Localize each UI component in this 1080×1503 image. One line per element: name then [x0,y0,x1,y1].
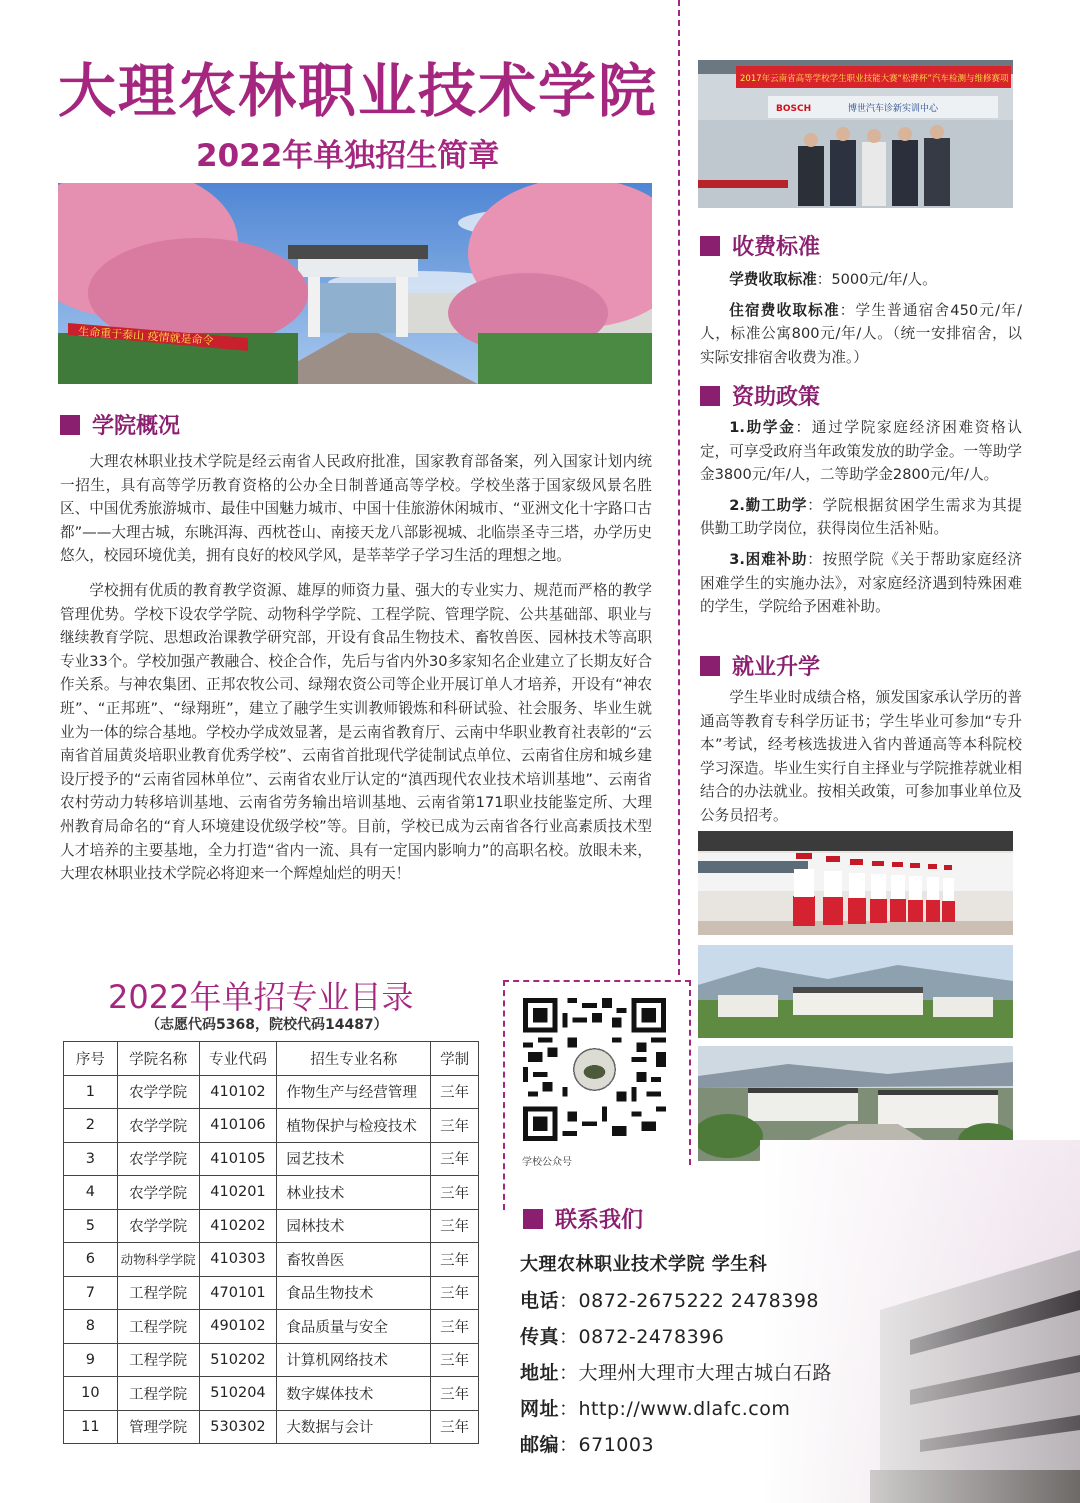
rail-staff-photo [698,831,1013,935]
col-header-index: 序号 [64,1042,118,1076]
section-marker-icon [60,415,80,435]
column-divider [678,0,680,975]
cell-major: 植物保护与检疫技术 [277,1109,431,1143]
aid-item1-label: 1.助学金 [729,419,796,436]
qr-code-icon[interactable] [523,998,666,1141]
cell-duration: 三年 [431,1377,479,1411]
career-heading-text: 就业升学 [732,655,821,680]
contact-heading [523,1203,643,1234]
cell-index: 2 [64,1109,118,1143]
cell-duration: 三年 [431,1410,479,1444]
tuition-value: ：5000元/年/人。 [816,271,937,288]
cell-code: 410303 [199,1243,277,1277]
career-paragraph: 学生毕业时成绩合格，颁发国家承认学历的普通高等教育专科学历证书；学生毕业可参加“专升本”考试，经考核选拔进入省内普通高等本科院校学习深造。毕业生实行自主择业与学院推荐就业相结合的办法就业。按相关政策，可参加事业单位及公务员招考。 [700,689,1022,824]
contact-zip: 邮编：671003 [520,1434,655,1456]
cell-index: 4 [64,1176,118,1210]
table-row [64,1310,479,1344]
overview-text [60,450,652,886]
aid-text [700,416,1022,619]
fees-heading [700,230,820,261]
fees-text [700,268,1022,369]
cell-duration: 三年 [431,1209,479,1243]
cell-index: 5 [64,1209,118,1243]
cell-duration: 三年 [431,1109,479,1143]
cell-major: 林业技术 [277,1176,431,1210]
cell-major: 食品生物技术 [277,1276,431,1310]
cell-index: 3 [64,1142,118,1176]
cell-code: 410202 [199,1209,277,1243]
table-row [64,1276,479,1310]
contact-phone: 电话：0872-2675222 2478398 [520,1290,820,1312]
section-marker-icon [523,1209,543,1229]
cell-duration: 三年 [431,1276,479,1310]
cell-code: 410102 [199,1075,277,1109]
contact-website[interactable]: 网址：http://www.dlafc.com [520,1398,791,1420]
housing-value: ：学生普通宿舍450元/年/人，标准公寓800元/年/人。（统一安排宿舍，以实际安排宿舍收费为准。） [700,301,1022,366]
catalog-subtitle: （志愿代码5368，院校代码14487） [146,1017,388,1033]
aid-item2-label: 2.勤工助学 [729,496,808,514]
col-header-school: 学院名称 [117,1042,199,1076]
cell-code: 530302 [199,1410,277,1444]
training-sign-text: 博世汽车诊新实训中心 [848,104,939,114]
table-row [64,1343,479,1377]
cell-index: 9 [64,1343,118,1377]
cell-duration: 三年 [431,1310,479,1344]
overview-paragraph-2: 学校拥有优质的教育教学资源、雄厚的师资力量、强大的专业实力、规范而严格的教学管理优势。学校下设农学学院、动物科学学院、工程学院、管理学院、公共基础部、职业与继续教育学院、思想政治课教学研究部，开设有食品生物技术、畜牧兽医、园林技术等高职专业33个。学校加强产教融合、校企合作，先后与省内外30多家知名企业建立了长期友好合作关系。与神农集团、正邦农牧公司、绿翔农资公司等企业开展订单人才培养，开设有“神农班”、“正邦班”、“绿翔班”，建立了融学生实训教师锻炼和科研试验、社会服务、毕业生就业为一体的综合基地。学校办学成效显著，是云南省教育厅、云南中华职业教育社表彰的“云南省首届黄炎培职业教育优秀学校”、云南省首批现代学徒制试点单位、云南省住房和城乡建设厅授予的“云南省园林单位”、云南省农业厅认定的“滇西现代农业技术培训基地”、云南省农村劳动力转移培训基地、云南省劳务输出培训基地、云南省第171职业技能鉴定所、大理州教育局命名的“育人环境建设优级学校”等。目前，学校已成为云南省各行业高素质技术型人才培养的主要基地，全力打造“省内一流、具有一定国内影响力”的高职名校。放眼未来，大理农林职业技术学院必将迎来一个辉煌灿烂的明天！ [60,581,652,883]
table-row [64,1176,479,1210]
cell-major: 计算机网络技术 [277,1343,431,1377]
cell-school: 农学学院 [117,1176,199,1210]
table-row [64,1410,479,1444]
table-row [64,1075,479,1109]
cell-school: 工程学院 [117,1276,199,1310]
cell-duration: 三年 [431,1075,479,1109]
major-catalog-table [63,1041,479,1444]
aid-item3-text: ：按照学院《关于帮助家庭经济困难学生的实施办法》，对家庭经济遇到特殊困难的学生，学院给予困难补助。 [700,550,1022,616]
qr-label: 学校公众号 [522,1157,572,1168]
cell-code: 410106 [199,1109,277,1143]
page-title: 大理农林职业技术学院 [58,57,659,125]
table-row [64,1109,479,1143]
aid-heading-text: 资助政策 [732,385,821,410]
cell-major: 畜牧兽医 [277,1243,431,1277]
tuition-label: 学费收取标准 [729,271,817,288]
catalog-title: 2022年单招专业目录 [108,978,414,1016]
cell-school: 农学学院 [117,1142,199,1176]
aid-item2-text: ：学院根据贫困学生需求为其提供勤工助学岗位，获得岗位生活补贴。 [700,496,1022,538]
aid-item3-label: 3.困难补助 [729,550,808,568]
col-header-duration: 学制 [431,1042,479,1076]
section-marker-icon [700,386,720,406]
section-marker-icon [700,236,720,256]
col-header-major: 招生专业名称 [277,1042,431,1076]
contact-heading-text: 联系我们 [555,1208,644,1233]
cell-school: 农学学院 [117,1209,199,1243]
campus-buildings-photo [698,945,1013,1038]
overview-heading [60,409,180,440]
cell-duration: 三年 [431,1243,479,1277]
cell-school: 工程学院 [117,1343,199,1377]
cell-index: 6 [64,1243,118,1277]
cell-major: 园林技术 [277,1209,431,1243]
training-banner-text: 2017年云南省高等学校学生职业技能大赛“松骅杯”汽车检测与维修赛项 [740,74,1009,84]
cell-code: 510202 [199,1343,277,1377]
cell-code: 410201 [199,1176,277,1210]
table-row [64,1209,479,1243]
cell-major: 数字媒体技术 [277,1377,431,1411]
contact-address: 地址：大理州大理市大理古城白石路 [520,1362,833,1384]
cell-school: 农学学院 [117,1075,199,1109]
aid-heading [700,380,820,411]
career-text [700,686,1022,828]
contact-org: 大理农林职业技术学院 学生科 [520,1254,768,1275]
page-subtitle: 2022年单独招生简章 [196,138,500,174]
cell-school: 农学学院 [117,1109,199,1143]
contact-background-photo [760,1140,1080,1503]
cell-index: 8 [64,1310,118,1344]
cell-major: 食品质量与安全 [277,1310,431,1344]
table-row [64,1243,479,1277]
cell-duration: 三年 [431,1176,479,1210]
section-marker-icon [700,656,720,676]
qr-frame-left [503,980,505,1210]
aid-item1-text: ：通过学院家庭经济困难资格认定，可享受政府当年政策发放的助学金。一等助学金3800元/年/人，二等助学金2800元/年/人。 [700,419,1022,484]
cell-index: 1 [64,1075,118,1109]
cell-major: 园艺技术 [277,1142,431,1176]
gate-banner-text: 生命重于泰山 疫情就是命令 [77,325,214,348]
cell-school: 工程学院 [117,1377,199,1411]
cell-code: 470101 [199,1276,277,1310]
contact-fax: 传真：0872-2478396 [520,1326,725,1348]
career-heading [700,650,820,681]
housing-label: 住宿费收取标准 [729,301,840,319]
cell-school: 动物科学学院 [117,1243,199,1277]
overview-paragraph-1: 大理农林职业技术学院是经云南省人民政府批准，国家教育部备案，列入国家计划内统一招生，具有高等学历教育资格的公办全日制普通高等学校。学校坐落于国家级风景名胜区、中国优秀旅游城市、最佳中国魅力城市、中国十佳旅游休闲城市、“亚洲文化十字路口古都”——大理古城，东眺洱海、西枕苍山、南接天龙八部影视城、北临崇圣寺三塔，办学历史悠久，校园环境优美，拥有良好的校风学风，是莘莘学子学习生活的理想之地。 [60,453,652,565]
cell-code: 410105 [199,1142,277,1176]
fees-heading-text: 收费标准 [732,235,821,260]
table-row [64,1377,479,1411]
cell-major: 大数据与会计 [277,1410,431,1444]
cell-school: 管理学院 [117,1410,199,1444]
overview-heading-text: 学院概况 [92,414,181,439]
cell-index: 7 [64,1276,118,1310]
bosch-logo-text: BOSCH [776,104,812,114]
table-header-row [64,1042,479,1076]
cell-code: 510204 [199,1377,277,1411]
cell-school: 工程学院 [117,1310,199,1344]
cell-major: 作物生产与经营管理 [277,1075,431,1109]
col-header-code: 专业代码 [199,1042,277,1076]
cell-index: 10 [64,1377,118,1411]
website-link[interactable]: ：http://www.dlafc.com [559,1398,791,1420]
training-center-photo [698,60,1013,208]
campus-gate-photo [58,183,652,384]
cell-code: 490102 [199,1310,277,1344]
table-row [64,1142,479,1176]
cell-duration: 三年 [431,1343,479,1377]
cell-duration: 三年 [431,1142,479,1176]
cell-index: 11 [64,1410,118,1444]
